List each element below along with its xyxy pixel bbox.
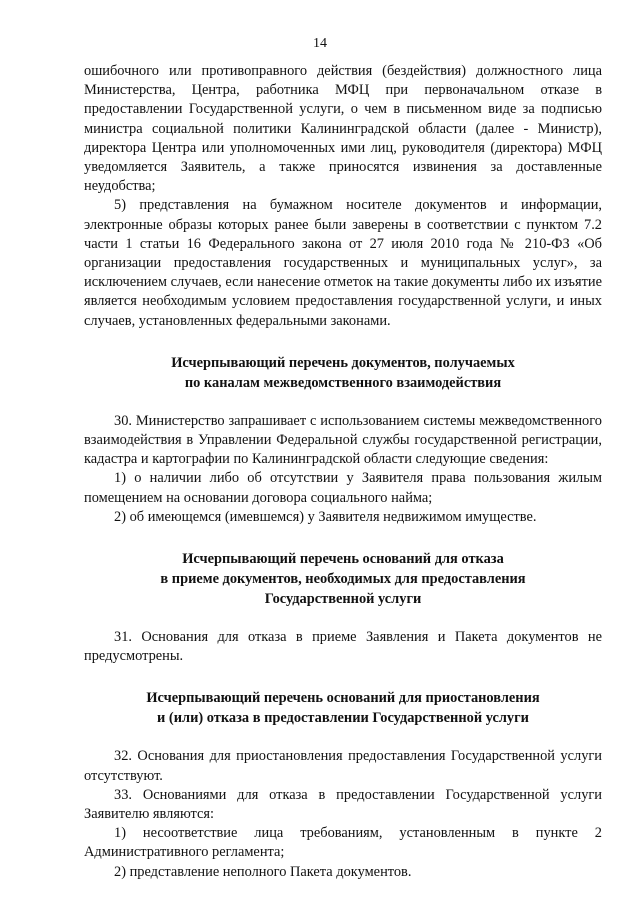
section-heading bbox=[84, 688, 602, 728]
paragraph: 5) представления на бумажном носителе документов и информации, электронные образы которых ранее были заверены в соответствии с пунктом 7.2 части 1 статьи 16 Федерального закона от 27 июля 2010 года № 210-ФЗ «Об организации предоставления государственных и муниципальных услуг», за исключением случаев, если нанесение отметок на такие документы либо их изъятие является необходимым условием предоставления государственной услуги, и иных случаев, установленных федеральными законами. bbox=[84, 197, 602, 329]
document-body bbox=[84, 62, 602, 882]
paragraph: 2) представление неполного Пакета документов. bbox=[114, 863, 412, 880]
paragraph: 2) об имеющемся (имевшемся) у Заявителя недвижимом имуществе. bbox=[114, 508, 537, 525]
section-heading bbox=[84, 353, 602, 393]
paragraph: 33. Основаниями для отказа в предоставлении Государственной услуги Заявителю являются: bbox=[84, 786, 602, 823]
heading-line: по каналам межведомственного взаимодействия bbox=[184, 374, 502, 391]
paragraph: 30. Министерство запрашивает с использованием системы межведомственного взаимодействия в Управлении Федеральной службы государственной регистрации, кадастра и картографии по Калининградской области следующие сведения: bbox=[84, 412, 602, 468]
paragraph: 31. Основания для отказа в приеме Заявления и Пакета документов не предусмотрены. bbox=[84, 629, 602, 665]
heading-line: Исчерпывающий перечень оснований для приостановления bbox=[146, 690, 540, 707]
paragraph: 1) несоответствие лица требованиям, установленным в пункте 2 Административного регламента; bbox=[84, 825, 602, 861]
heading-line: и (или) отказа в предоставлении Государственной услуги bbox=[157, 710, 529, 727]
heading-line: Государственной услуги bbox=[264, 591, 422, 608]
paragraph: ошибочного или противоправного действия (бездействия) должностного лица Министерства, Центра, работника МФЦ при первоначальном отказе в предоставлении Государственной услуги, о чем в письменном виде за подписью министра социальной политики Калининградской области (далее - Министр), директора Центра или уполномоченных ими лиц, руководителя (директора) МФЦ уведомляется Заявитель, а также приносятся извинения за доставленные неудобства; bbox=[84, 63, 602, 195]
section-heading bbox=[84, 549, 602, 609]
page-number: 14 bbox=[313, 36, 327, 51]
heading-line: в приеме документов, необходимых для предоставления bbox=[160, 571, 526, 588]
heading-line: Исчерпывающий перечень документов, получаемых bbox=[171, 354, 515, 371]
paragraph: 32. Основания для приостановления предоставления Государственной услуги отсутствуют. bbox=[84, 748, 602, 784]
paragraph: 1) о наличии либо об отсутствии у Заявителя права пользования жилым помещением на основании договора социального найма; bbox=[84, 470, 602, 506]
heading-line: Исчерпывающий перечень оснований для отказа bbox=[182, 551, 504, 568]
